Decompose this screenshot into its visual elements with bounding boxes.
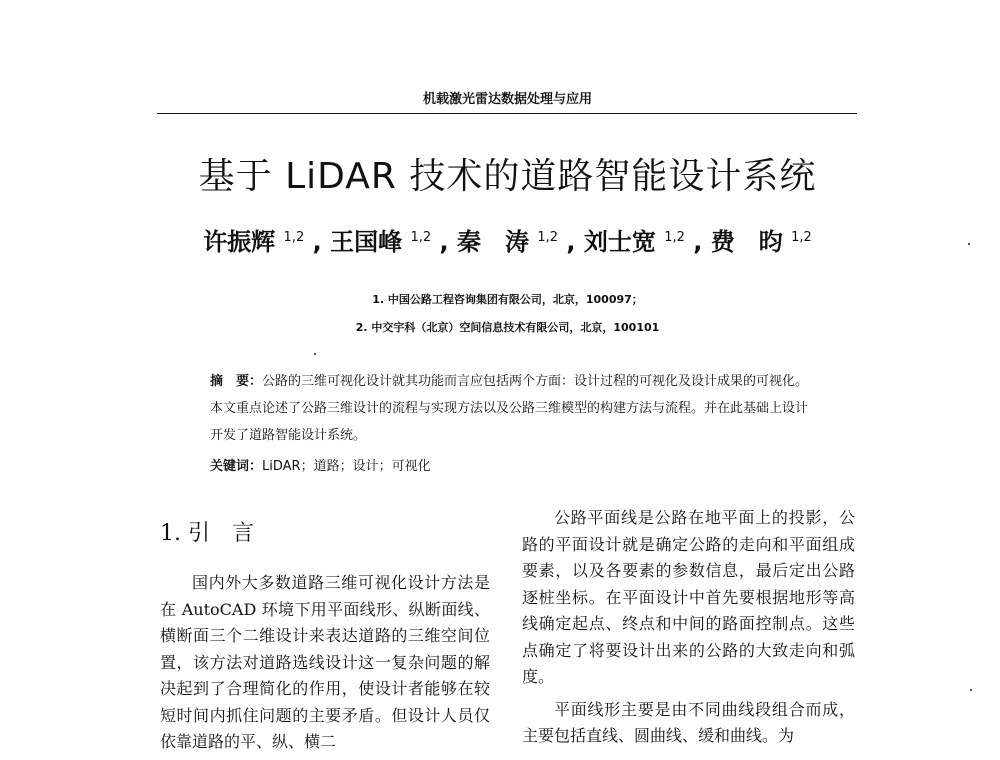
author-list xyxy=(150,222,865,257)
author-affiliation-mark: 1,2 xyxy=(283,230,305,245)
author-affiliation-mark: 1,2 xyxy=(537,230,559,245)
author-name: 许振辉 xyxy=(203,228,276,256)
author-name: 费 昀 xyxy=(710,228,783,256)
keywords-text: LiDAR；道路；设计；可视化 xyxy=(262,459,431,474)
abstract xyxy=(210,368,810,449)
section-heading: 1. 引 言 xyxy=(160,521,254,546)
scan-speck xyxy=(314,353,316,355)
affiliation-2: 2. 中交宇科（北京）空间信息技术有限公司，北京，100101 xyxy=(355,321,660,334)
author-separator: , xyxy=(312,228,322,256)
abstract-text: 公路的三维可视化设计就其功能而言应包括两个方面：设计过程的可视化及设计成果的可视化。本文重点论述了公路三维设计的流程与实现方法以及公路三维模型的构建方法与流程。并在此基础上设计开发了道路智能设计系统。 xyxy=(210,374,809,443)
author-separator: , xyxy=(439,228,449,256)
body-paragraph: 公路平面线是公路在地平面上的投影，公路的平面设计就是确定公路的走向和平面组成要素，以及各要素的参数信息，最后定出公路逐桩坐标。在平面设计中首先要根据地形等高线确定起点、终点和中间的路面控制点。这些点确定了将要设计出来的公路的大致走向和弧度。 xyxy=(522,508,855,686)
keywords xyxy=(210,455,431,474)
author-affiliation-mark: 1,2 xyxy=(410,230,432,245)
header-rule xyxy=(157,113,857,114)
left-column xyxy=(160,570,490,756)
running-header: 机载激光雷达数据处理与应用 xyxy=(422,92,592,107)
body-paragraph: 平面线形主要是由不同曲线段组合而成，主要包括直线、圆曲线、缓和曲线。为 xyxy=(522,699,855,745)
author-affiliation-mark: 1,2 xyxy=(664,230,685,245)
author-separator: , xyxy=(566,228,576,256)
author-separator: , xyxy=(693,228,703,256)
abstract-label: 摘 要： xyxy=(210,374,263,389)
right-column xyxy=(522,505,855,750)
paper-title: 基于 LiDAR 技术的道路智能设计系统 xyxy=(198,156,817,197)
author-name: 刘士宽 xyxy=(583,228,656,256)
author-affiliation-mark: 1,2 xyxy=(791,230,812,245)
affiliation-1: 1. 中国公路工程咨询集团有限公司，北京，100097； xyxy=(372,293,643,306)
author-name: 王国峰 xyxy=(330,228,403,256)
keywords-label: 关键词： xyxy=(210,459,263,474)
scan-speck xyxy=(968,243,970,245)
body-paragraph: 国内外大多数道路三维可视化设计方法是在 AutoCAD 环境下用平面线形、纵断面线、横断面三个二维设计来表达道路的三维空间位置，该方法对道路选线设计这一复杂问题的解决起到了合理简化的作用，使设计者能够在较短时间内抓住问题的主要矛盾。但设计人员仅依靠道路的平、纵、横二 xyxy=(160,573,490,751)
scan-speck xyxy=(970,689,972,691)
author-name: 秦 涛 xyxy=(456,228,529,256)
